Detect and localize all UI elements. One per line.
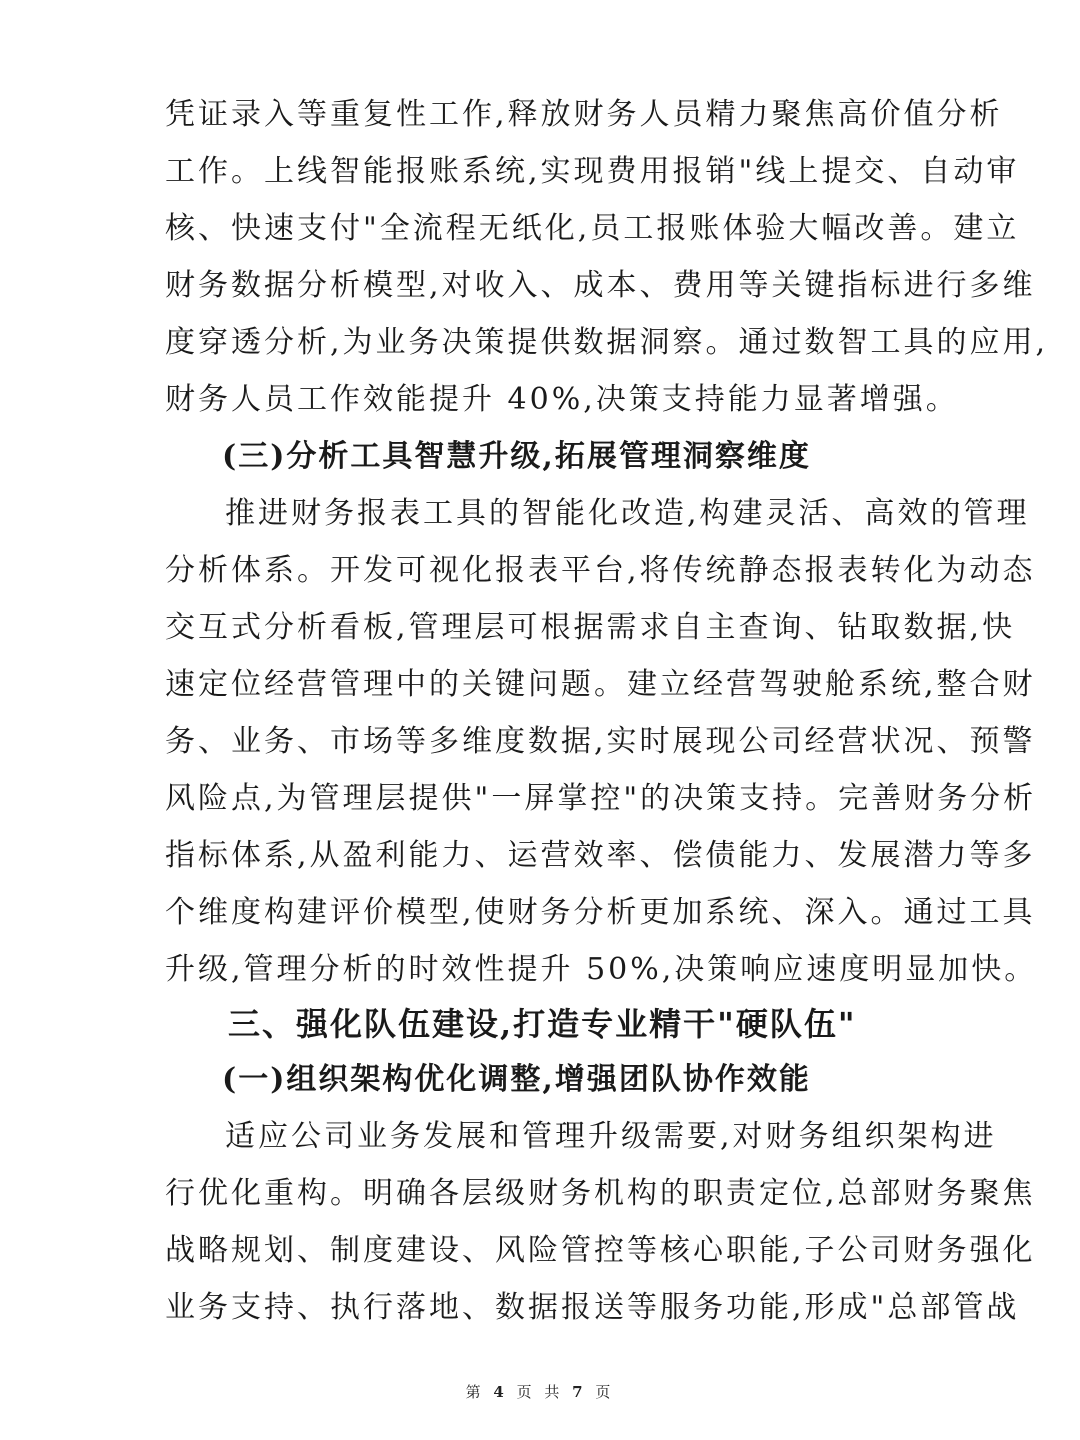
paragraph-line: 行优化重构。明确各层级财务机构的职责定位,总部财务聚焦	[165, 1176, 1036, 1211]
paragraph-line: 适应公司业务发展和管理升级需要,对财务组织架构进	[225, 1119, 997, 1154]
paragraph-line: 业务支持、执行落地、数据报送等服务功能,形成"总部管战	[165, 1290, 1020, 1325]
paragraph-line: 核、快速支付"全流程无纸化,员工报账体验大幅改善。建立	[165, 211, 1020, 246]
paragraph-line: 速定位经营管理中的关键问题。建立经营驾驶舱系统,整合财	[165, 667, 1036, 702]
paragraph-line: 交互式分析看板,管理层可根据需求自主查询、钻取数据,快	[165, 610, 1016, 645]
paragraph-line: 个维度构建评价模型,使财务分析更加系统、深入。通过工具	[165, 895, 1036, 930]
footer-mid: 页 共	[516, 1383, 564, 1401]
current-page-number: 4	[493, 1383, 508, 1401]
paragraph-line: 工作。上线智能报账系统,实现费用报销"线上提交、自动审	[165, 154, 1020, 189]
paragraph-line: 财务人员工作效能提升 40%,决策支持能力显著增强。	[165, 382, 959, 417]
footer-prefix: 第	[465, 1383, 485, 1401]
paragraph-line: 务、业务、市场等多维度数据,实时展现公司经营状况、预警	[165, 724, 1036, 759]
footer-suffix: 页	[595, 1383, 615, 1401]
paragraph-line: 财务数据分析模型,对收入、成本、费用等关键指标进行多维	[165, 268, 1036, 303]
paragraph-line: 战略规划、制度建设、风险管控等核心职能,子公司财务强化	[165, 1233, 1036, 1268]
paragraph-line: 指标体系,从盈利能力、运营效率、偿债能力、发展潜力等多	[165, 838, 1036, 873]
paragraph-line: 分析体系。开发可视化报表平台,将传统静态报表转化为动态	[165, 553, 1036, 588]
paragraph-line: 风险点,为管理层提供"一屏掌控"的决策支持。完善财务分析	[165, 781, 1037, 816]
total-page-number: 7	[572, 1383, 587, 1401]
section-heading: 三、强化队伍建设,打造专业精干"硬队伍"	[228, 1005, 857, 1043]
paragraph-line: 度穿透分析,为业务决策提供数据洞察。通过数智工具的应用,	[165, 325, 1049, 360]
section-subheading: (一)组织架构优化调整,增强团队协作效能	[222, 1062, 811, 1097]
paragraph-line: 凭证录入等重复性工作,释放财务人员精力聚焦高价值分析	[165, 97, 1003, 132]
section-subheading: (三)分析工具智慧升级,拓展管理洞察维度	[222, 439, 811, 474]
paragraph-line: 升级,管理分析的时效性提升 50%,决策响应速度明显加快。	[165, 952, 1038, 987]
paragraph-line: 推进财务报表工具的智能化改造,构建灵活、高效的管理	[225, 496, 1030, 531]
page-footer	[0, 1382, 1080, 1402]
